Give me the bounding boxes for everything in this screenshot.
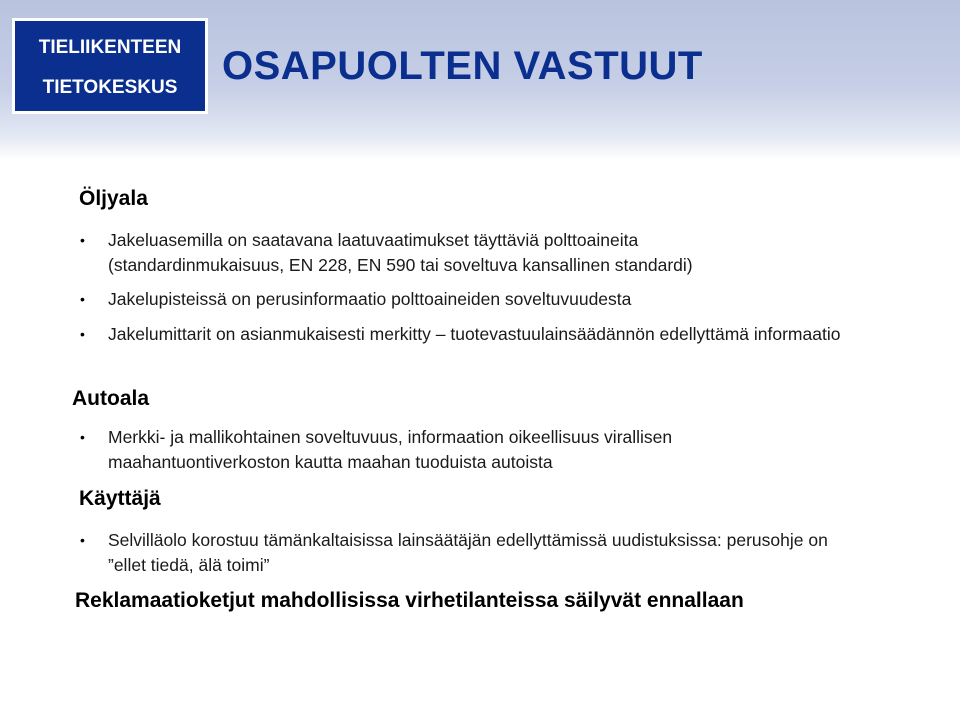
bullet-item	[80, 287, 900, 312]
section-heading-oil-industry: Öljyala	[79, 187, 148, 210]
bullet-icon: •	[80, 429, 85, 445]
bullet-text: Jakelupisteissä on perusinformaatio polttoaineiden soveltuvuudesta	[108, 289, 632, 309]
bullet-item	[80, 228, 900, 278]
bullet-text: Selvilläolo korostuu tämänkaltaisissa lainsäätäjän edellyttämissä uudistuksissa: perusohje on ”ellet tiedä, älä toimi”	[108, 530, 828, 575]
bullet-text: Jakeluasemilla on saatavana laatuvaatimukset täyttäviä polttoaineita (standardinmukaisuus, EN 228, EN 590 tai soveltuva kansallinen standardi)	[108, 230, 693, 275]
bullet-text: Jakelumittarit on asianmukaisesti merkitty – tuotevastuulainsäädännön edellyttämä informaatio	[108, 324, 841, 344]
slide-title: OSAPUOLTEN VASTUUT	[222, 44, 703, 88]
summary-statement: Reklamaatioketjut mahdollisissa virhetilanteissa säilyvät ennallaan	[75, 589, 744, 612]
bullet-item	[80, 425, 900, 475]
logo-line-2: TIETOKESKUS	[42, 77, 178, 98]
bullet-icon: •	[80, 232, 85, 248]
section-heading-automotive: Autoala	[72, 387, 150, 410]
section-heading-user: Käyttäjä	[79, 487, 161, 510]
bullet-icon: •	[80, 532, 85, 548]
bullet-icon: •	[80, 291, 85, 307]
bullet-item	[80, 528, 900, 578]
logo-line-1: TIELIIKENTEEN	[38, 37, 182, 58]
bullet-item	[80, 322, 900, 347]
bullet-text: Merkki- ja mallikohtainen soveltuvuus, informaation oikeellisuus virallisen maahantuontiverkoston kautta maahan tuoduista autoista	[108, 427, 673, 472]
bullet-icon: •	[80, 326, 85, 342]
